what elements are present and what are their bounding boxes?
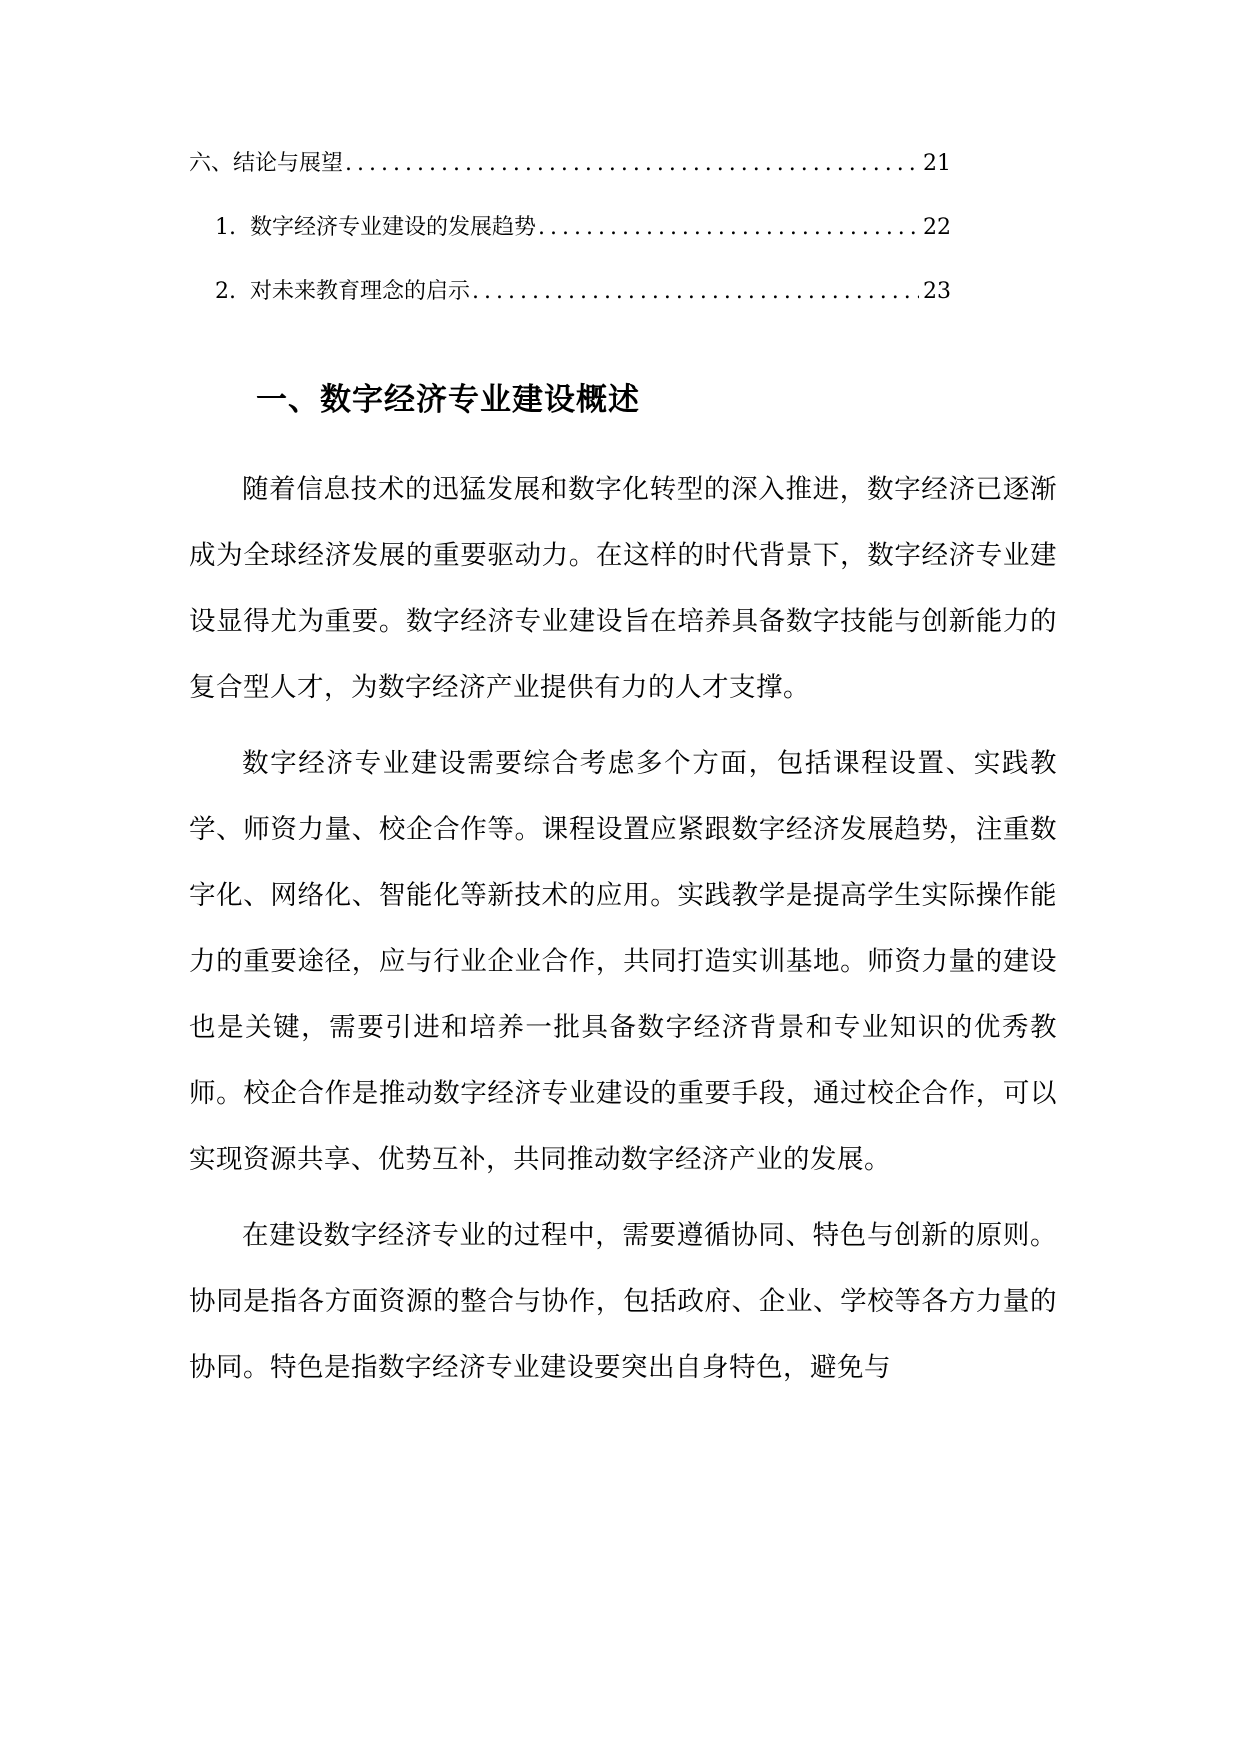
table-of-contents xyxy=(189,148,959,340)
toc-leader-dots xyxy=(472,276,919,308)
toc-entry xyxy=(189,212,959,276)
toc-entry xyxy=(189,148,959,212)
toc-leader-dots xyxy=(538,212,919,244)
toc-entry-page: 23 xyxy=(923,279,951,304)
paragraph: 随着信息技术的迅猛发展和数字化转型的深入推进，数字经济已逐渐成为全球经济发展的重要驱动力。在这样的时代背景下，数字经济专业建设显得尤为重要。数字经济专业建设旨在培养具备数字技能与创新能力的复合型人才，为数字经济产业提供有力的人才支撑。 xyxy=(189,474,1057,703)
paragraph: 在建设数字经济专业的过程中，需要遵循协同、特色与创新的原则。协同是指各方面资源的整合与协作，包括政府、企业、学校等各方力量的协同。特色是指数字经济专业建设要突出自身特色，避免与 xyxy=(189,1220,1057,1383)
toc-entry-page: 22 xyxy=(923,215,951,240)
toc-entry-number: 2. xyxy=(215,279,236,304)
section-heading: 一、数字经济专业建设概述 xyxy=(256,382,640,418)
toc-entry-title: 对未来教育理念的启示 xyxy=(250,279,471,304)
toc-leader-dots xyxy=(345,148,919,180)
toc-entry-number: 1. xyxy=(215,215,236,240)
paragraph: 数字经济专业建设需要综合考虑多个方面，包括课程设置、实践教学、师资力量、校企合作等。课程设置应紧跟数字经济发展趋势，注重数字化、网络化、智能化等新技术的应用。实践教学是提高学生实际操作能力的重要途径，应与行业企业合作，共同打造实训基地。师资力量的建设也是关键，需要引进和培养一批具备数字经济背景和专业知识的优秀教师。校企合作是推动数字经济专业建设的重要手段，通过校企合作，可以实现资源共享、优势互补，共同推动数字经济产业的发展。 xyxy=(189,748,1057,1175)
toc-entry-title: 六、结论与展望 xyxy=(189,151,344,176)
toc-entry-page: 21 xyxy=(923,151,951,176)
section-body xyxy=(189,457,1057,1401)
toc-entry-title: 数字经济专业建设的发展趋势 xyxy=(250,215,537,240)
toc-entry xyxy=(189,276,959,340)
